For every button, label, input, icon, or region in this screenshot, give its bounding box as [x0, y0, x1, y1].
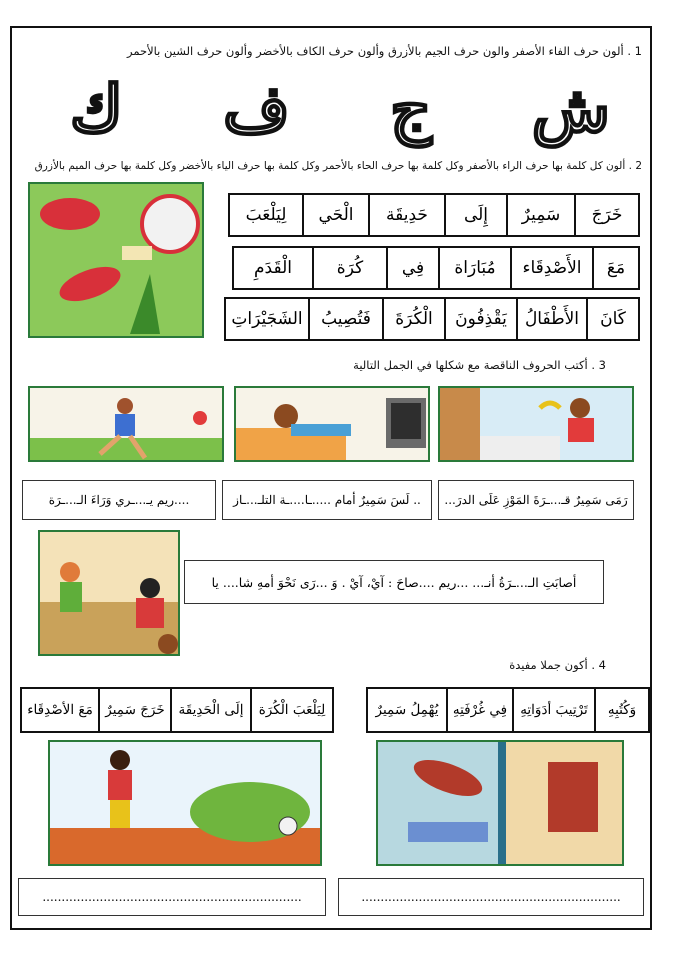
boy-kicking-ball-picture	[28, 386, 224, 462]
word-cell[interactable]: الأَطْفَالُ	[517, 298, 587, 340]
letter-shin[interactable]: ش	[531, 72, 610, 147]
sentence-box-1[interactable]: رَمَى سَمِيرٌ قـ...ـرَةَ المَوْزِ عَلَى الدرَ...	[438, 480, 634, 520]
messy-room-illustration	[378, 742, 624, 866]
word-row-2	[232, 246, 640, 290]
q4-instruction: 4 . أكون جملا مفيدة	[509, 658, 606, 672]
answer-line-right[interactable]: ....................................................................	[338, 878, 644, 916]
messy-room-picture	[376, 740, 624, 866]
phrase-cell[interactable]: وَكُتُبِهِ	[595, 688, 649, 732]
word-row-3	[224, 297, 640, 341]
big-letters-row	[70, 70, 610, 150]
q2-instruction: 2 . ألون كل كلمة بها حرف الراء بالأصفر وكل كلمة بها حرف الحاء بالأحمر وكل كلمة بها حرف الياء بالأخضر وكل كلمة بها حرف الميم بالأزرق	[34, 160, 642, 172]
phrase-cell[interactable]: خَرَجَ سَمِيرٌ	[99, 688, 171, 732]
word-cell[interactable]: سَمِيرٌ	[507, 194, 575, 236]
word-cell[interactable]: فِي	[387, 247, 439, 289]
football-illustration	[50, 742, 322, 866]
sentence-box-2[interactable]: .. لَسَ سَمِيرٌ أمام .....ـا....ـة التلـ...ـاز	[222, 480, 432, 520]
shoes-ball-illustration	[30, 184, 204, 338]
letter-jim[interactable]: ج	[390, 72, 432, 147]
phrase-cell[interactable]: فِي غُرْفَتِهِ	[447, 688, 513, 732]
word-cell[interactable]: الْقَدَمِ	[233, 247, 313, 289]
word-cell[interactable]: حَدِيقَة	[369, 194, 445, 236]
phrase-cell[interactable]: لِيَلْعَبَ الْكُرَة	[251, 688, 333, 732]
phrase-cell[interactable]: مَعَ الأصْدِقَاء	[21, 688, 99, 732]
word-cell[interactable]: خَرَجَ	[575, 194, 639, 236]
word-cell[interactable]: الشَجَيْرَاتِ	[225, 298, 309, 340]
word-row-1	[228, 193, 640, 237]
phrase-cell[interactable]: إلَى الْحَدِيقَة	[171, 688, 251, 732]
boys-playing-football-picture	[48, 740, 322, 866]
banana-slip-illustration	[440, 388, 634, 462]
boy-tv-illustration	[236, 388, 430, 462]
boy-watching-tv-picture	[234, 386, 430, 462]
q3-instruction: 3 . أكتب الحروف الناقصة مع شكلها في الجمل التالية	[353, 358, 606, 372]
word-cell[interactable]: يَقْذِفُونَ	[445, 298, 517, 340]
boy-slipping-banana-picture	[438, 386, 634, 462]
letter-fa[interactable]: ف	[223, 72, 290, 147]
word-cell[interactable]: الْحَي	[303, 194, 369, 236]
shoes-ball-picture	[28, 182, 204, 338]
long-sentence-box[interactable]: أصابَتِ الـ...ـرَةُ أنـ... ...ريم ....صاحَ : آيْ، آيْ . وَ ...رَى نَحْوَ أمهِ شا.... يا	[184, 560, 604, 604]
phrase-cell[interactable]: يُهْمِلُ سَمِيرٌ	[367, 688, 447, 732]
word-cell[interactable]: إِلَى	[445, 194, 507, 236]
kids-autumn-picture	[38, 530, 180, 656]
sentence-parts-right	[366, 687, 650, 733]
sentence-box-3[interactable]: ....ريم يـ...ـري وَرَاءَ الـ...ـرَة	[22, 480, 216, 520]
sentence-parts-left	[20, 687, 334, 733]
word-cell[interactable]: كَانَ	[587, 298, 639, 340]
word-cell[interactable]: فَتُصِيبُ	[309, 298, 383, 340]
phrase-cell[interactable]: تَرْتِيبَ أدَوَاتِهِ	[513, 688, 595, 732]
kids-autumn-illustration	[40, 532, 180, 656]
boy-kicking-illustration	[30, 388, 224, 462]
word-cell[interactable]: لِيَلْعَبَ	[229, 194, 303, 236]
word-cell[interactable]: كُرَة	[313, 247, 387, 289]
letter-kaf[interactable]: ك	[70, 72, 123, 147]
word-cell[interactable]: مَعَ	[593, 247, 639, 289]
q1-instruction: 1 . ألون حرف الفاء الأصفر والون حرف الجيم بالأزرق وألون حرف الكاف بالأخضر وألون حرف الشين بالأحمر	[127, 44, 642, 58]
word-cell[interactable]: مُبَارَاة	[439, 247, 511, 289]
word-cell[interactable]: الْكُرَةَ	[383, 298, 445, 340]
answer-line-left[interactable]: ....................................................................	[18, 878, 326, 916]
word-cell[interactable]: الأَصْدِقَاء	[511, 247, 593, 289]
